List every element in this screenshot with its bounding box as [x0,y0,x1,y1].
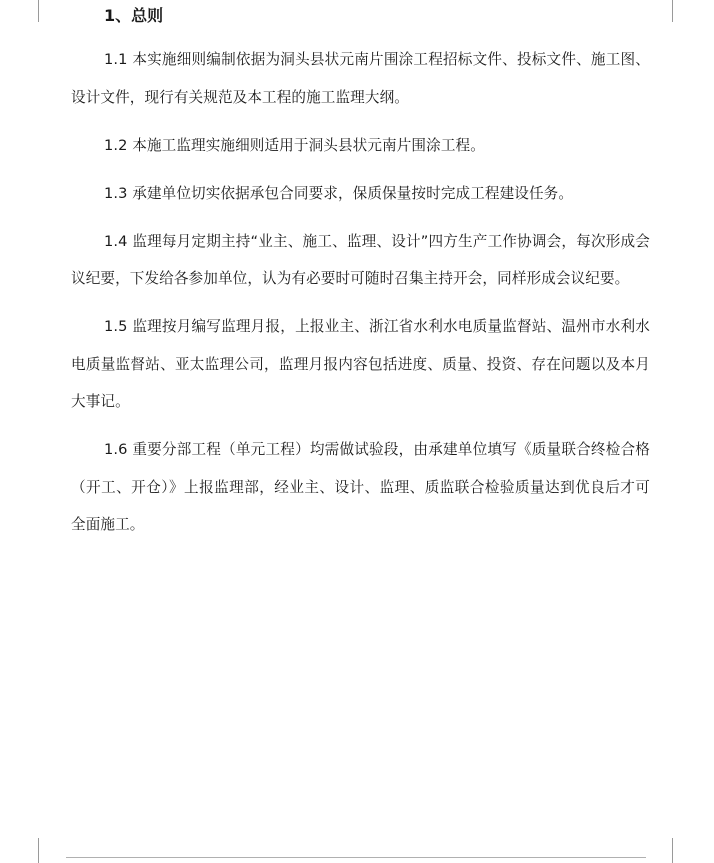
crop-mark-top-left [38,0,39,22]
crop-mark-top-right [672,0,673,22]
section-heading: 1、总则 [104,6,164,25]
paragraph-1-1: 1.1 本实施细则编制依据为洞头县状元南片围涂工程招标文件、投标文件、施工图、设计文件，现行有关规范及本工程的施工监理大纲。 [71,51,650,106]
document-body [71,41,650,554]
paragraph-1-4: 1.4 监理每月定期主持“业主、施工、监理、设计”四方生产工作协调会，每次形成会议纪要，下发给各参加单位，认为有必要时可随时召集主持开会，同样形成会议纪要。 [71,232,650,287]
page-bottom-rule [66,857,646,858]
paragraph-1-5: 1.5 监理按月编写监理月报，上报业主、浙江省水利水电质量监督站、温州市水利水电质量监督站、亚太监理公司，监理月报内容包括进度、质量、投资、存在问题以及本月大事记。 [71,318,650,410]
crop-mark-bottom-right [672,838,673,863]
crop-mark-bottom-left [38,838,39,863]
paragraph-1-6: 1.6 重要分部工程（单元工程）均需做试验段，由承建单位填写《质量联合终检合格（开工、开仓）》上报监理部，经业主、设计、监理、质监联合检验质量达到优良后才可全面施工。 [71,441,650,533]
paragraph-1-3: 1.3 承建单位切实依据承包合同要求，保质保量按时完成工程建设任务。 [104,184,574,202]
paragraph-1-2: 1.2 本施工监理实施细则适用于洞头县状元南片围涂工程。 [104,136,485,154]
